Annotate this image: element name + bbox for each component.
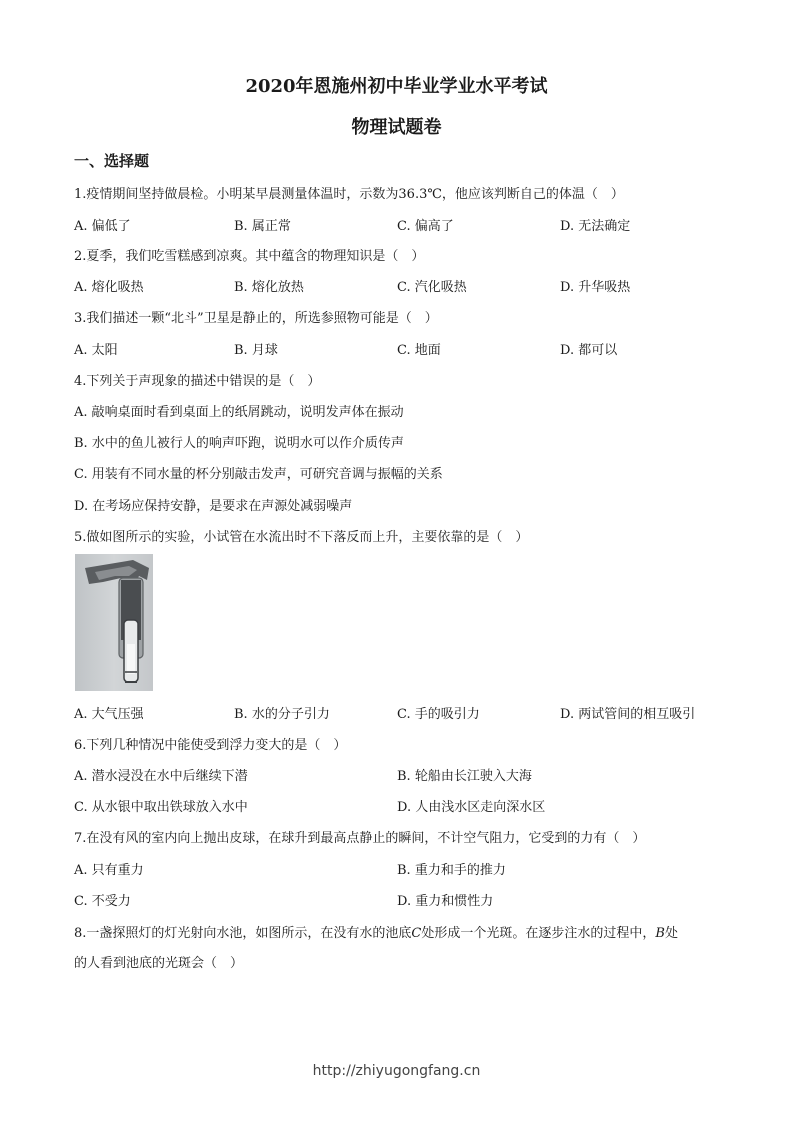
q3-option-a: A. 太阳 <box>74 343 118 358</box>
q1-option-a: A. 偏低了 <box>74 219 131 234</box>
question-6-stem: 6.下列几种情况中能使受到浮力变大的是（ ） <box>74 738 347 753</box>
question-6-options-cd <box>74 796 724 814</box>
q1-option-b: B. 属正常 <box>234 219 291 234</box>
question-5-options <box>74 703 724 721</box>
q6-option-c: C. 从水银中取出铁球放入水中 <box>74 800 248 815</box>
question-4-stem: 4.下列关于声现象的描述中错误的是（ ） <box>74 374 321 389</box>
question-1-stem: 1.疫情期间坚持做晨检。小明某早晨测量体温时，示数为36.3℃，他应该判断自己的体温（ ） <box>74 187 624 202</box>
q7-option-d: D. 重力和惯性力 <box>397 894 494 909</box>
q6-option-b: B. 轮船由长江驶入大海 <box>397 769 532 784</box>
q4-option-a: A. 敲响桌面时看到桌面上的纸屑跳动，说明发声体在振动 <box>74 405 404 420</box>
question-3-options <box>74 339 724 357</box>
exam-title: 2020年恩施州初中毕业学业水平考试 <box>245 76 548 97</box>
q2-option-d: D. 升华吸热 <box>560 280 631 295</box>
test-tube-photo <box>75 554 153 691</box>
q8-point-c: C <box>411 926 422 941</box>
q4-option-d: D. 在考场应保持安静，是要求在声源处减弱噪声 <box>74 499 353 514</box>
question-8-stem <box>74 922 678 941</box>
exam-subtitle: 物理试题卷 <box>351 117 442 138</box>
q3-option-d: D. 都可以 <box>560 343 618 358</box>
q5-option-c: C. 手的吸引力 <box>397 707 480 722</box>
q7-option-a: A. 只有重力 <box>74 863 144 878</box>
q2-option-a: A. 熔化吸热 <box>74 280 144 295</box>
q8-point-b: B <box>655 926 665 941</box>
q7-option-b: B. 重力和手的推力 <box>397 863 506 878</box>
footer-url[interactable]: http://zhiyugongfang.cn <box>312 1063 481 1079</box>
q4-option-b: B. 水中的鱼儿被行人的响声吓跑，说明水可以作介质传声 <box>74 436 404 451</box>
q8-stem-part1: 8.一盏探照灯的灯光射向水池，如图所示，在没有水的池底 <box>74 926 412 941</box>
question-7-options-ab <box>74 859 724 877</box>
q5-option-a: A. 大气压强 <box>74 707 144 722</box>
q2-option-b: B. 熔化放热 <box>234 280 304 295</box>
q8-stem-part2: 处形成一个光斑。在逐步注水的过程中， <box>421 926 656 941</box>
q3-option-c: C. 地面 <box>397 343 441 358</box>
q6-option-a: A. 潜水浸没在水中后继续下潜 <box>74 769 248 784</box>
question-7-options-cd <box>74 890 724 908</box>
q1-option-c: C. 偏高了 <box>397 219 454 234</box>
question-8-stem-line2: 的人看到池底的光斑会（ ） <box>74 956 244 971</box>
q1-option-d: D. 无法确定 <box>560 219 631 234</box>
question-6-options-ab <box>74 765 724 783</box>
question-5-stem: 5.做如图所示的实验，小试管在水流出时不下落反而上升，主要依靠的是（ ） <box>74 530 529 545</box>
q7-option-c: C. 不受力 <box>74 894 131 909</box>
q3-option-b: B. 月球 <box>234 343 278 358</box>
section-heading: 一、选择题 <box>74 152 150 170</box>
question-2-stem: 2.夏季，我们吃雪糕感到凉爽。其中蕴含的物理知识是（ ） <box>74 249 425 264</box>
question-7-stem: 7.在没有风的室内向上抛出皮球，在球升到最高点静止的瞬间，不计空气阻力，它受到的力有（ ） <box>74 831 646 846</box>
question-2-options <box>74 276 724 294</box>
q6-option-d: D. 人由浅水区走向深水区 <box>397 800 546 815</box>
q2-option-c: C. 汽化吸热 <box>397 280 467 295</box>
q5-option-b: B. 水的分子引力 <box>234 707 330 722</box>
q4-option-c: C. 用装有不同水量的杯分别敲击发声，可研究音调与振幅的关系 <box>74 467 443 482</box>
question-1-options <box>74 215 724 233</box>
q5-option-d: D. 两试管间的相互吸引 <box>560 707 696 722</box>
question-3-stem: 3.我们描述一颗“北斗”卫星是静止的，所选参照物可能是（ ） <box>74 311 438 326</box>
q8-stem-part3: 处 <box>664 926 678 941</box>
